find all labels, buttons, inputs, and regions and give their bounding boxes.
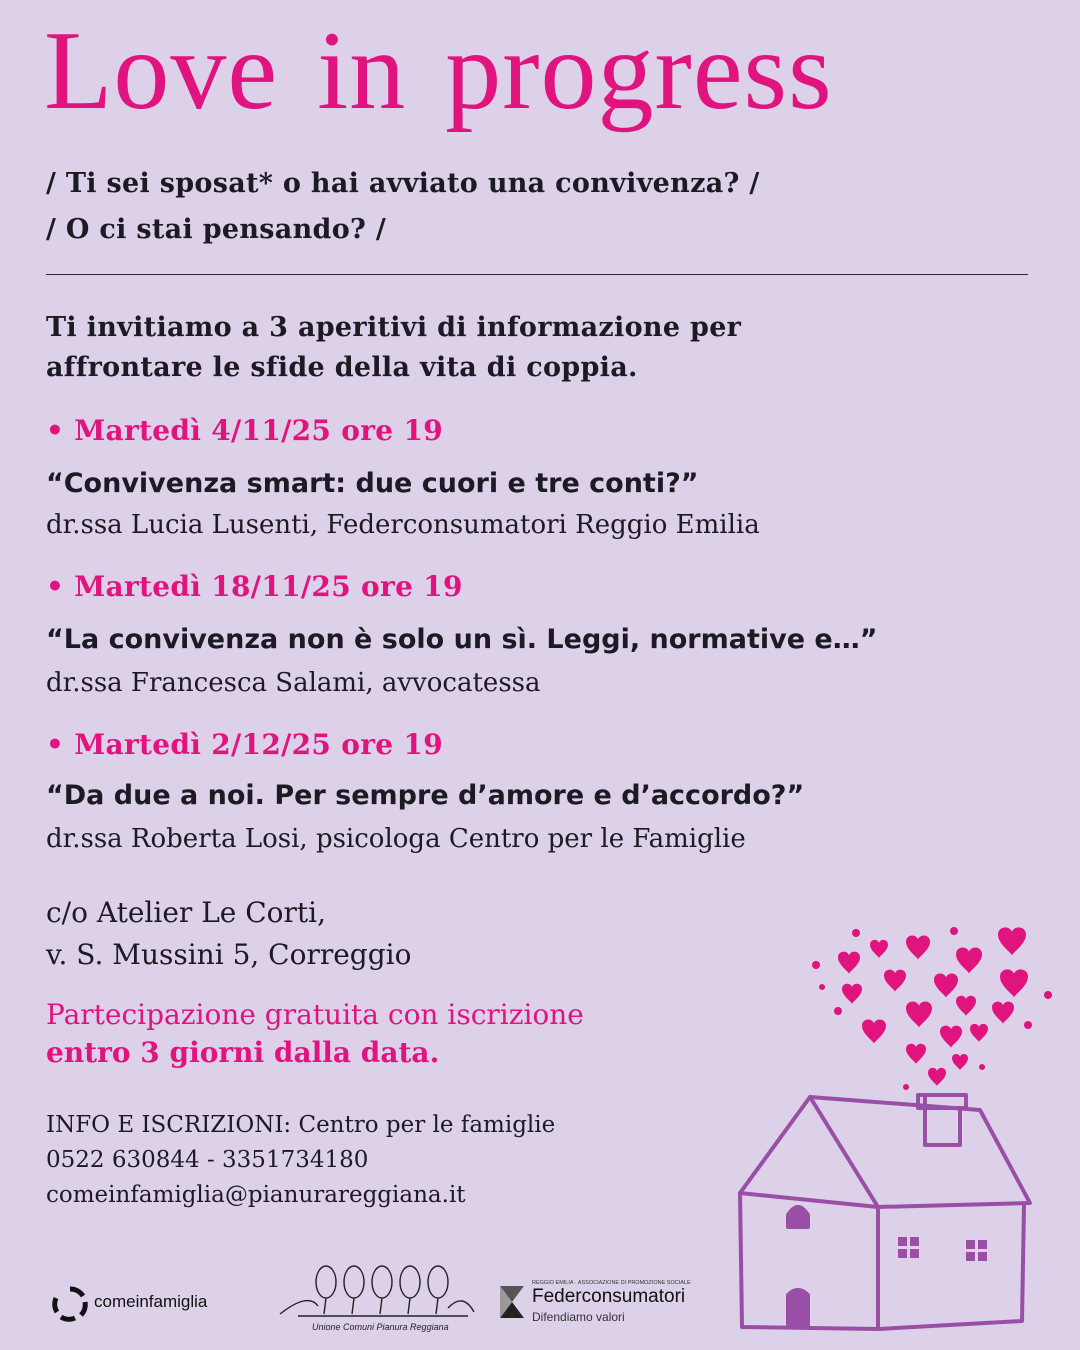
info-heading: INFO E ISCRIZIONI: Centro per le famiglie bbox=[46, 1112, 556, 1138]
house-illustration bbox=[730, 915, 1060, 1335]
event-talk-2: “La convivenza non è solo un sì. Leggi, normative e…” bbox=[46, 624, 878, 655]
federconsumatori-mark-icon bbox=[498, 1284, 528, 1320]
event-speaker-3: dr.ssa Roberta Losi, psicologa Centro per le Famiglie bbox=[46, 824, 746, 854]
trees-icon bbox=[278, 1262, 478, 1322]
intro-line-1: Ti invitiamo a 3 aperitivi di informazione per bbox=[46, 312, 742, 343]
federconsumatori-tagline: Difendiamo valori bbox=[532, 1310, 625, 1324]
divider bbox=[46, 274, 1028, 275]
venue-line-1: c/o Atelier Le Corti, bbox=[46, 896, 327, 929]
participation-line-1: Partecipazione gratuita con iscrizione bbox=[46, 998, 584, 1031]
comeinfamiglia-name: comeinfamiglia bbox=[94, 1292, 208, 1311]
question-line-1: / Ti sei sposat* o hai avviato una convivenza? / bbox=[46, 168, 760, 199]
info-phone[interactable]: 0522 630844 - 3351734180 bbox=[46, 1147, 369, 1173]
event-talk-3: “Da due a noi. Per sempre d’amore e d’accordo?” bbox=[46, 780, 805, 811]
participation-line-2: entro 3 giorni dalla data. bbox=[46, 1036, 440, 1069]
unione-comuni-caption: Unione Comuni Pianura Reggiana bbox=[312, 1322, 449, 1332]
comeinfamiglia-logo bbox=[52, 1282, 252, 1326]
federconsumatori-logo bbox=[498, 1278, 698, 1328]
event-date-2: • Martedì 18/11/25 ore 19 bbox=[46, 570, 463, 603]
event-date-3: • Martedì 2/12/25 ore 19 bbox=[46, 728, 444, 761]
federconsumatori-subtitle: REGGIO EMILIA · ASSOCIAZIONE DI PROMOZIONE SOCIALE bbox=[532, 1280, 691, 1286]
unione-comuni-logo bbox=[278, 1262, 478, 1342]
event-talk-1: “Convivenza smart: due cuori e tre conti?” bbox=[46, 468, 699, 499]
venue-line-2: v. S. Mussini 5, Correggio bbox=[46, 938, 412, 971]
event-speaker-2: dr.ssa Francesca Salami, avvocatessa bbox=[46, 668, 541, 698]
event-date-1: • Martedì 4/11/25 ore 19 bbox=[46, 414, 444, 447]
page-title: Love in progress bbox=[44, 9, 833, 133]
federconsumatori-name: Federconsumatori bbox=[532, 1286, 686, 1307]
event-speaker-1: dr.ssa Lucia Lusenti, Federconsumatori Reggio Emilia bbox=[46, 510, 760, 540]
question-line-2: / O ci stai pensando? / bbox=[46, 214, 386, 245]
info-email[interactable]: comeinfamiglia@pianurareggiana.it bbox=[46, 1182, 466, 1208]
intro-line-2: affrontare le sfide della vita di coppia. bbox=[46, 352, 638, 383]
comeinfamiglia-ring-icon bbox=[52, 1286, 88, 1322]
